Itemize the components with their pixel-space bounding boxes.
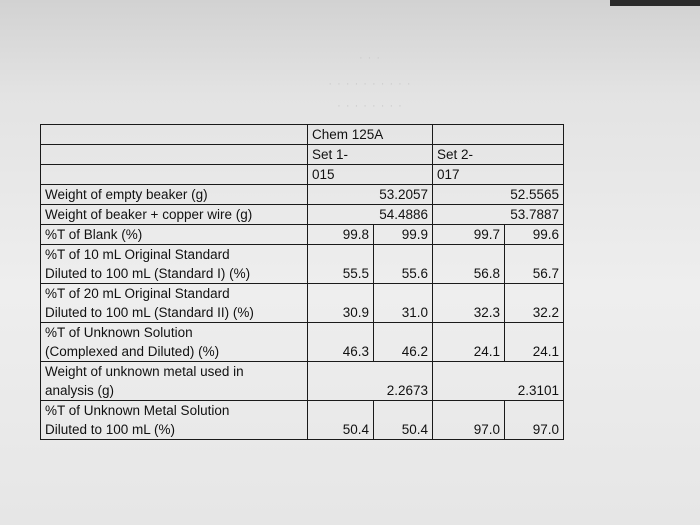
row-label: Weight of unknown metal used in analysis (g) (41, 362, 308, 401)
set1-number: 015 (308, 165, 433, 185)
table-row-empty-beaker (41, 185, 564, 205)
set2-trial1-value: 97.0 (433, 401, 505, 440)
set1-trial2-value: 55.6 (374, 245, 433, 284)
set1-trial2-value: 50.4 (374, 401, 433, 440)
table-row-blank (41, 225, 564, 245)
row-label: %T of 20 mL Original Standard Diluted to 100 mL (Standard II) (%) (41, 284, 308, 323)
set2-number: 017 (433, 165, 564, 185)
data-table (40, 124, 564, 440)
row-label: %T of 10 mL Original Standard Diluted to 100 mL (Standard I) (%) (41, 245, 308, 284)
header-row-course (41, 125, 564, 145)
set2-trial2-value: 24.1 (505, 323, 564, 362)
course-label: Chem 125A (308, 125, 433, 145)
set2-trial2-value: 97.0 (505, 401, 564, 440)
table-row-standard-2 (41, 284, 564, 323)
set2-label: Set 2- (433, 145, 564, 165)
set2-trial1-value: 99.7 (433, 225, 505, 245)
set1-trial1-value: 55.5 (308, 245, 374, 284)
set2-trial1-value: 32.3 (433, 284, 505, 323)
set2-trial1-value: 24.1 (433, 323, 505, 362)
set2-value: 52.5565 (433, 185, 564, 205)
set1-value: 53.2057 (308, 185, 433, 205)
set2-trial2-value: 56.7 (505, 245, 564, 284)
bleed-through-text-1: · · · (358, 52, 382, 64)
row-label: Weight of beaker + copper wire (g) (41, 205, 308, 225)
table-row-unknown-metal-weight (41, 362, 564, 401)
set1-value: 54.4886 (308, 205, 433, 225)
set1-trial2-value: 99.9 (374, 225, 433, 245)
header-row-set-name (41, 145, 564, 165)
bleed-through-text-2: · · · · · · · · · · (328, 78, 412, 90)
table-row-beaker-copper (41, 205, 564, 225)
row-label: %T of Blank (%) (41, 225, 308, 245)
set1-trial1-value: 50.4 (308, 401, 374, 440)
set2-trial2-value: 32.2 (505, 284, 564, 323)
header-empty-right (433, 125, 564, 145)
set2-value: 2.3101 (433, 362, 564, 401)
background-corner (610, 0, 700, 6)
set1-trial2-value: 31.0 (374, 284, 433, 323)
row-label: Weight of empty beaker (g) (41, 185, 308, 205)
header-empty-cell (41, 125, 308, 145)
table-row-unknown-solution (41, 323, 564, 362)
set2-trial2-value: 99.6 (505, 225, 564, 245)
set2-trial1-value: 56.8 (433, 245, 505, 284)
table-row-unknown-metal-solution (41, 401, 564, 440)
set2-value: 53.7887 (433, 205, 564, 225)
set1-trial1-value: 46.3 (308, 323, 374, 362)
bleed-through-text-3: · · · · · · · · (337, 100, 403, 112)
set1-trial2-value: 46.2 (374, 323, 433, 362)
table-row-standard-1 (41, 245, 564, 284)
set1-value: 2.2673 (308, 362, 433, 401)
header-row-set-number (41, 165, 564, 185)
set1-trial1-value: 30.9 (308, 284, 374, 323)
set1-trial1-value: 99.8 (308, 225, 374, 245)
row-label: %T of Unknown Solution (Complexed and Diluted) (%) (41, 323, 308, 362)
set1-label: Set 1- (308, 145, 433, 165)
row-label: %T of Unknown Metal Solution Diluted to 100 mL (%) (41, 401, 308, 440)
